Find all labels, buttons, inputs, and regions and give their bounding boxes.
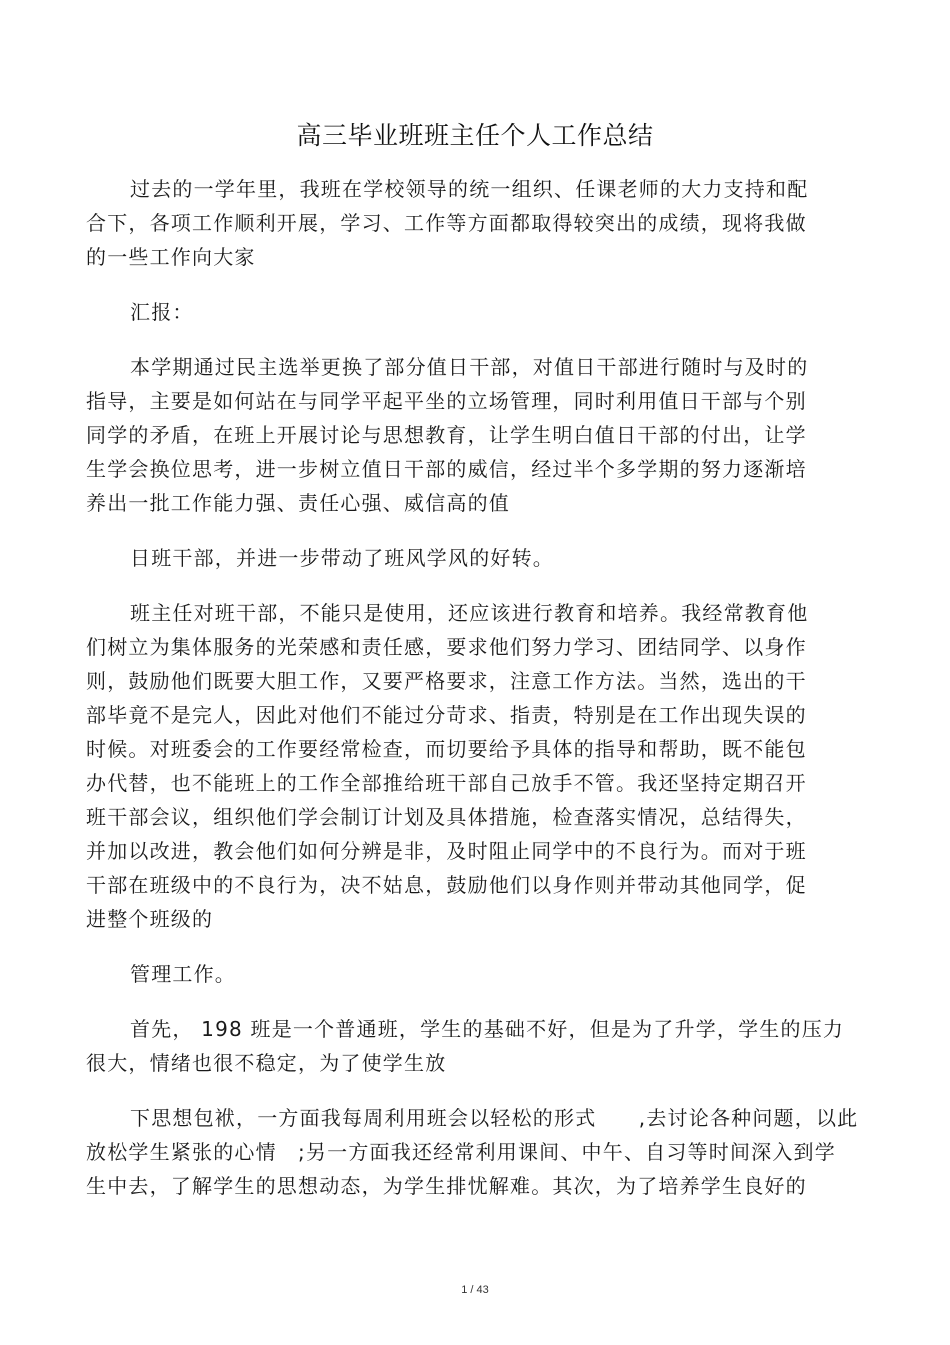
text-line: 很大，情绪也很不稳定，为了使学生放: [86, 1051, 447, 1075]
text-line: 班干部会议，组织他们学会制订计划及具体措施，检查落实情况，总结得失，: [86, 805, 807, 829]
text-line: 则，鼓励他们既要大胆工作，又要严格要求，注意工作方法。当然，选出的干: [86, 669, 807, 693]
text-line: 班主任对班干部，不能只是使用，还应该进行教育和培养。我经常教育他: [130, 601, 809, 625]
text-line: 生中去，了解学生的思想动态，为学生排忧解难。其次，为了培养学生良好的: [86, 1174, 807, 1198]
text-line: 汇报：: [130, 300, 194, 324]
text-line: 日班干部，并进一步带动了班风学风的好转。: [130, 546, 554, 570]
text-line: 指导，主要是如何站在与同学平起平坐的立场管理，同时利用值日干部与个别: [86, 389, 807, 413]
text-line: 干部在班级中的不良行为，决不姑息，鼓励他们以身作则并带动其他同学，促: [86, 873, 807, 897]
text-line: 并加以改进，教会他们如何分辨是非，及时阻止同学中的不良行为。而对于班: [86, 839, 807, 863]
document-title: 高三毕业班班主任个人工作总结: [296, 121, 654, 150]
page-number: 1 / 43: [461, 1284, 489, 1296]
text-line: 本学期通过民主选举更换了部分值日干部，对值日干部进行随时与及时的: [130, 355, 809, 379]
text-line: 首先， 198 班是一个普通班，学生的基础不好，但是为了升学，学生的压力: [130, 1017, 845, 1041]
text-line: 养出一批工作能力强、责任心强、威信高的值: [86, 491, 510, 515]
text-line: 们树立为集体服务的光荣感和责任感，要求他们努力学习、团结同学、以身作: [86, 635, 807, 659]
text-line: 的一些工作向大家: [86, 245, 256, 269]
text-line: 生学会换位思考，进一步树立值日干部的威信，经过半个多学期的努力逐渐培: [86, 457, 807, 481]
text-line: 时候。对班委会的工作要经常检查，而切要给予具体的指导和帮助，既不能包: [86, 737, 807, 761]
text-line: 同学的矛盾，在班上开展讨论与思想教育，让学生明白值日干部的付出，让学: [86, 423, 807, 447]
text-line: 管理工作。: [130, 962, 236, 986]
text-line: 办代替，也不能班上的工作全部推给班干部自己放手不管。我还坚持定期召开: [86, 771, 807, 795]
text-line: 过去的一学年里，我班在学校领导的统一组织、任课老师的大力支持和配: [130, 177, 809, 201]
text-line: 下思想包袱，一方面我每周利用班会以轻松的形式 ,去讨论各种问题，以此: [130, 1106, 859, 1130]
text-line: 放松学生紧张的心情 ;另一方面我还经常利用课间、中午、自习等时间深入到学: [86, 1140, 836, 1164]
text-line: 合下，各项工作顺利开展，学习、工作等方面都取得较突出的成绩，现将我做: [86, 211, 807, 235]
text-line: 进整个班级的: [86, 907, 214, 931]
text-line: 部毕竟不是完人，因此对他们不能过分苛求、指责，特别是在工作出现失误的: [86, 703, 807, 727]
